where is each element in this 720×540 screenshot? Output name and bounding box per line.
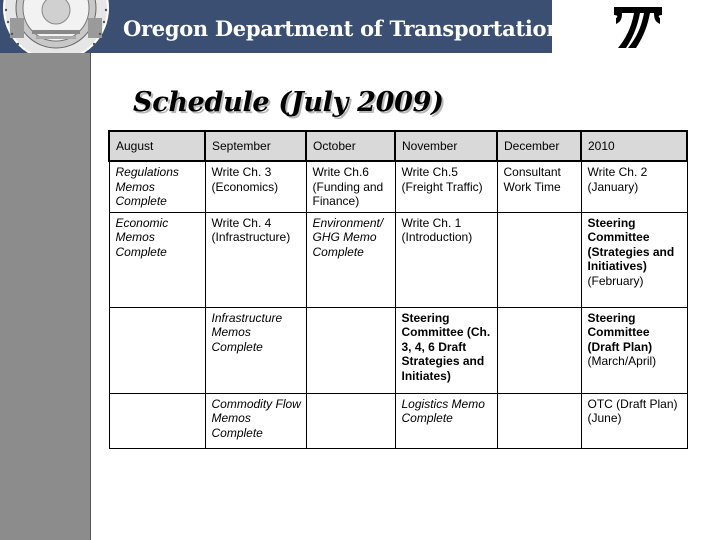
column-header: September [205,131,306,161]
table-row [109,393,687,448]
table-cell [109,307,205,393]
table-cell [109,393,205,448]
cell-date-text: (February) [587,273,644,288]
table-cell: Regulations Memos Complete [109,161,205,212]
table-header-row [109,131,687,161]
schedule-table [108,130,688,449]
table-cell: Consultant Work Time [497,161,581,212]
table-cell: Write Ch.5 (Freight Traffic) [395,161,497,212]
column-header: November [395,131,497,161]
page-title: Schedule (July 2009) [133,87,444,118]
table-row [109,161,687,212]
table-cell [306,307,395,393]
left-sidebar-bar [0,0,91,540]
table-cell: Environment/ GHG Memo Complete [306,212,395,307]
table-cell [497,307,581,393]
table-cell [306,393,395,448]
table-cell: Write Ch. 3 (Economics) [205,161,306,212]
table-cell [497,212,581,307]
table-cell [581,212,687,307]
table-cell [581,307,687,393]
table-cell: Infrastructure Memos Complete [205,307,306,393]
table-cell: Logistics Memo Complete [395,393,497,448]
org-title: Oregon Department of Transportation [123,16,562,41]
table-cell: Commodity Flow Memos Complete [205,393,306,448]
column-header: October [306,131,395,161]
odot-logo-icon [612,4,664,52]
column-header: August [109,131,205,161]
cell-main-text: Steering Committee (Strategies and Initiatives) [587,215,675,273]
table-cell: Steering Committee (Ch. 3, 4, 6 Draft Strategies and Initiates) [395,307,497,393]
table-cell: Economic Memos Complete [109,212,205,307]
table-cell: Write Ch.6 (Funding and Finance) [306,161,395,212]
table-row [109,212,687,307]
column-header: 2010 [581,131,687,161]
table-row [109,307,687,393]
table-cell: OTC (Draft Plan) (June) [581,393,687,448]
cell-date-text: (March/April) [587,354,657,368]
table-cell: Write Ch. 1 (Introduction) [395,212,497,307]
table-cell: Write Ch. 4 (Infrastructure) [205,212,306,307]
table-cell [497,393,581,448]
table-cell: Write Ch. 2 (January) [581,161,687,212]
column-header: December [497,131,581,161]
cell-main-text: Steering Committee (Draft Plan) [587,310,653,354]
state-seal-icon [2,0,110,53]
